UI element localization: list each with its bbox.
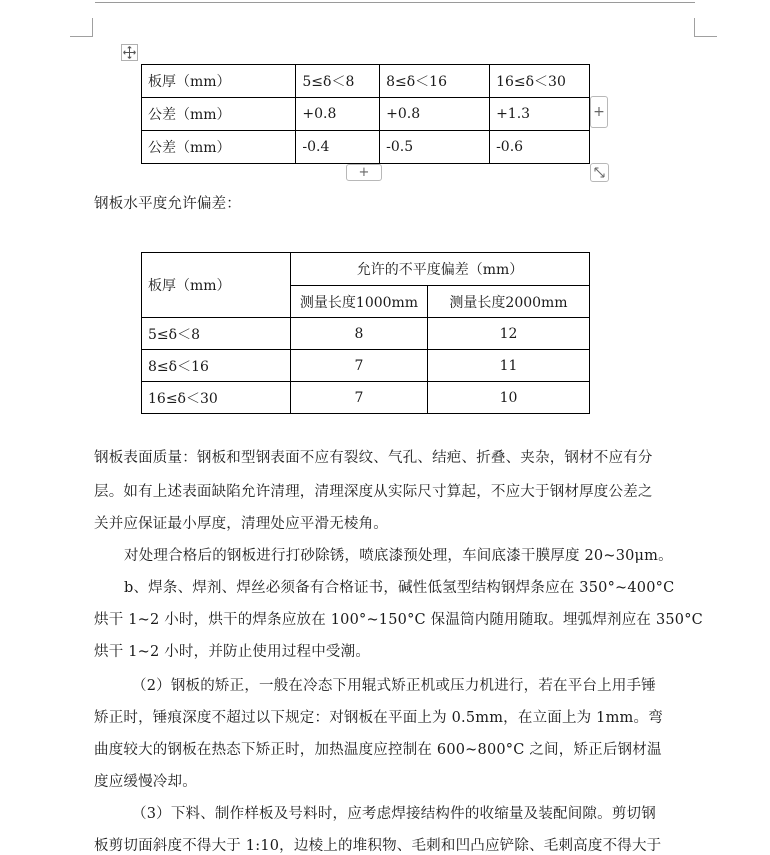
paragraph-line: 层。如有上述表面缺陷允许清理，清理深度从实际尺寸算起，不应大于钢材厚度公差之 <box>94 484 653 500</box>
table-row <box>142 98 590 131</box>
table-cell[interactable]: 7 <box>291 382 428 414</box>
paragraph-line: 烘干 1~2 小时，烘干的焊条应放在 100°~150°C 保温筒内随用随取。埋弧焊剂应在 350°C <box>94 612 703 628</box>
table-cell[interactable]: 8≤δ＜16 <box>142 350 291 382</box>
table-cell[interactable]: 公差（mm） <box>142 98 296 131</box>
table-row <box>142 253 590 286</box>
table-cell[interactable]: 8≤δ＜16 <box>380 65 490 98</box>
table-cell[interactable]: -0.6 <box>490 131 590 164</box>
plus-icon: + <box>358 165 370 180</box>
table-header-cell[interactable]: 测量长度2000mm <box>428 286 590 318</box>
table-row <box>142 131 590 164</box>
table-cell[interactable]: 公差（mm） <box>142 131 296 164</box>
table-cell[interactable]: +1.3 <box>490 98 590 131</box>
table-cell[interactable]: -0.4 <box>296 131 380 164</box>
table-move-handle-icon[interactable] <box>121 44 138 61</box>
table-cell[interactable]: 10 <box>428 382 590 414</box>
table-cell[interactable]: -0.5 <box>380 131 490 164</box>
table-cell[interactable]: 7 <box>291 350 428 382</box>
table-cell[interactable]: 16≤δ＜30 <box>490 65 590 98</box>
paragraph-line: （3）下料、制作样板及号料时，应考虑焊接结构件的收缩量及装配间隙。剪切钢 <box>132 806 656 822</box>
paragraph-line: 烘干 1~2 小时，并防止使用过程中受潮。 <box>94 644 371 660</box>
table-cell[interactable]: 12 <box>428 318 590 350</box>
paragraph-line: 钢板表面质量：钢板和型钢表面不应有裂纹、气孔、结疤、折叠、夹杂，钢材不应有分 <box>94 450 653 466</box>
thickness-tolerance-table <box>141 64 590 164</box>
table-cell[interactable]: +0.8 <box>380 98 490 131</box>
table-header-cell[interactable]: 板厚（mm） <box>142 253 291 318</box>
table-header-cell[interactable]: 测量长度1000mm <box>291 286 428 318</box>
paragraph-line: 曲度较大的钢板在热态下矫正时，加热温度应控制在 600~800°C 之间，矫正后钢材温 <box>94 742 662 758</box>
move-arrows-icon <box>123 46 136 59</box>
page-top-border <box>95 2 695 3</box>
table-cell[interactable]: +0.8 <box>296 98 380 131</box>
table-cell[interactable]: 8 <box>291 318 428 350</box>
paragraph-line: 度应缓慢冷却。 <box>94 774 197 790</box>
page-corner-mark-left <box>70 18 93 37</box>
flatness-heading: 钢板水平度允许偏差： <box>94 196 241 212</box>
table-cell[interactable]: 5≤δ＜8 <box>296 65 380 98</box>
table-cell[interactable]: 11 <box>428 350 590 382</box>
table-header-cell[interactable]: 允许的不平度偏差（mm） <box>291 253 590 286</box>
plus-icon: + <box>593 104 605 120</box>
paragraph-line: 关并应保证最小厚度，清理处应平滑无棱角。 <box>94 516 388 532</box>
table-cell[interactable]: 16≤δ＜30 <box>142 382 291 414</box>
paragraph-line: 矫正时，锤痕深度不超过以下规定：对钢板在平面上为 0.5mm，在立面上为 1mm。弯 <box>94 710 663 726</box>
paragraph-line: 对处理合格后的钢板进行打砂除锈，喷底漆预处理，车间底漆干膜厚度 20~30μm。 <box>124 548 673 564</box>
flatness-deviation-table <box>141 252 590 414</box>
resize-diagonal-icon <box>594 167 605 178</box>
paragraph-line: （2）钢板的矫正，一般在冷态下用辊式矫正机或压力机进行，若在平台上用手锤 <box>132 678 656 694</box>
table-row <box>142 382 590 414</box>
paragraph-line: 板剪切面斜度不得大于 1:10，边棱上的堆积物、毛刺和凹凸应铲除、毛刺高度不得大于 <box>94 838 662 854</box>
table-cell[interactable]: 5≤δ＜8 <box>142 318 291 350</box>
add-row-button[interactable] <box>346 164 382 181</box>
table-row <box>142 350 590 382</box>
table-row <box>142 318 590 350</box>
add-column-button[interactable] <box>590 96 608 128</box>
paragraph-line: b、焊条、焊剂、焊丝必须备有合格证书，碱性低氢型结构钢焊条应在 350°~400°C <box>124 580 675 596</box>
table-cell[interactable]: 板厚（mm） <box>142 65 296 98</box>
page-corner-mark-right <box>694 18 717 37</box>
table-row <box>142 65 590 98</box>
table-resize-handle[interactable] <box>590 163 609 182</box>
